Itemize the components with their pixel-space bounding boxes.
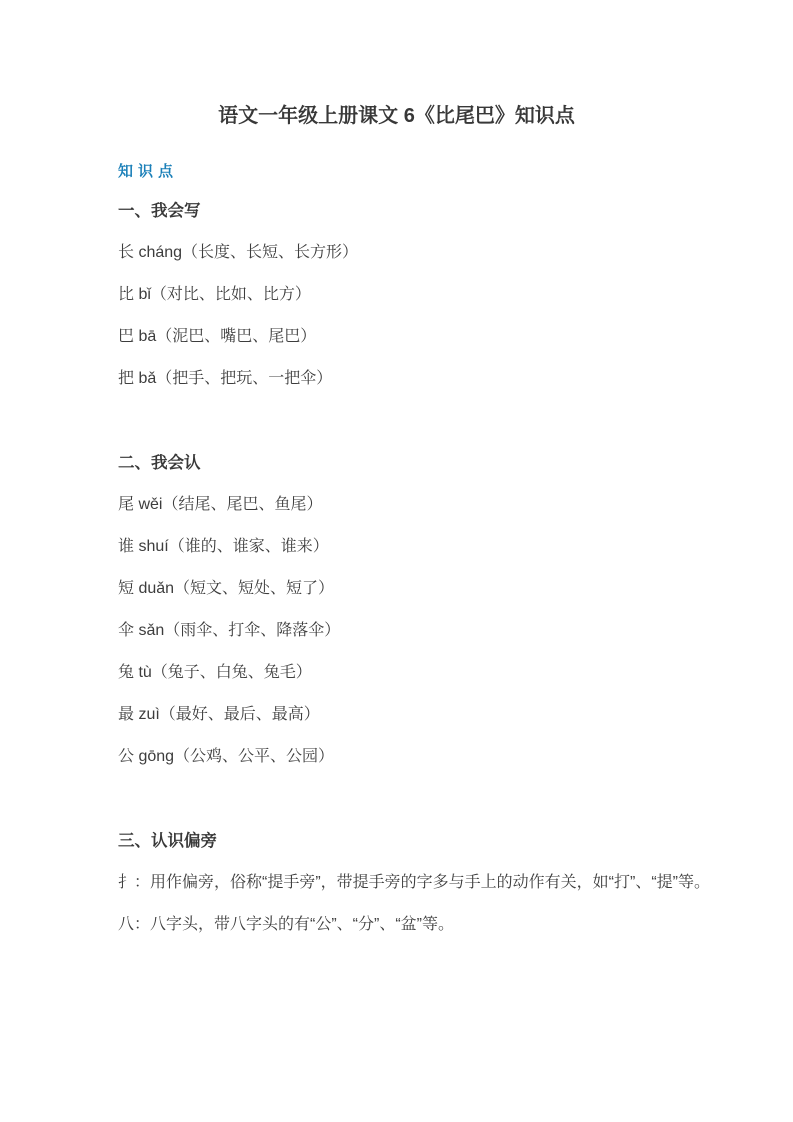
word-entry-gong: 公 gōng（公鸡、公平、公园）: [118, 748, 335, 765]
section-heading-write: 一、我会写: [118, 202, 201, 220]
word-entry-shui: 谁 shuí（谁的、谁家、谁来）: [118, 538, 329, 555]
section-heading-recognize: 二、我会认: [118, 454, 201, 472]
word-entry-wei: 尾 wěi（结尾、尾巴、鱼尾）: [118, 496, 323, 513]
section-wo-hui-xie: [118, 190, 735, 400]
word-entry-chang: 长 cháng（长度、长短、长方形）: [118, 244, 359, 261]
section-wo-hui-ren: [118, 442, 735, 778]
word-entry-san: 伞 sǎn（雨伞、打伞、降落伞）: [118, 622, 341, 639]
knowledge-points-badge: 知识点: [118, 163, 179, 180]
word-entry-tu: 兔 tù（兔子、白兔、兔毛）: [118, 664, 312, 681]
word-entry-ba3: 把 bǎ（把手、把玩、一把伞）: [118, 370, 333, 387]
document-body: [0, 182, 793, 946]
page-title: 语文一年级上册课文 6《比尾巴》知识点: [218, 105, 575, 127]
word-entry-duan: 短 duǎn（短文、短处、短了）: [118, 580, 335, 597]
word-entry-bi: 比 bǐ（对比、比如、比方）: [118, 286, 311, 303]
section-heading-radicals: 三、认识偏旁: [118, 832, 217, 850]
section-ren-shi-pian-pang: [118, 820, 735, 946]
radical-entry-shou: 扌：用作偏旁，俗称“提手旁”，带提手旁的字多与手上的动作有关，如“打”、“提”等。: [118, 874, 710, 891]
radical-entry-ba: 八：八字头，带八字头的有“公”、“分”、“盆”等。: [118, 916, 454, 933]
word-entry-zui: 最 zuì（最好、最后、最高）: [118, 706, 320, 723]
word-entry-ba: 巴 bā（泥巴、嘴巴、尾巴）: [118, 328, 317, 345]
